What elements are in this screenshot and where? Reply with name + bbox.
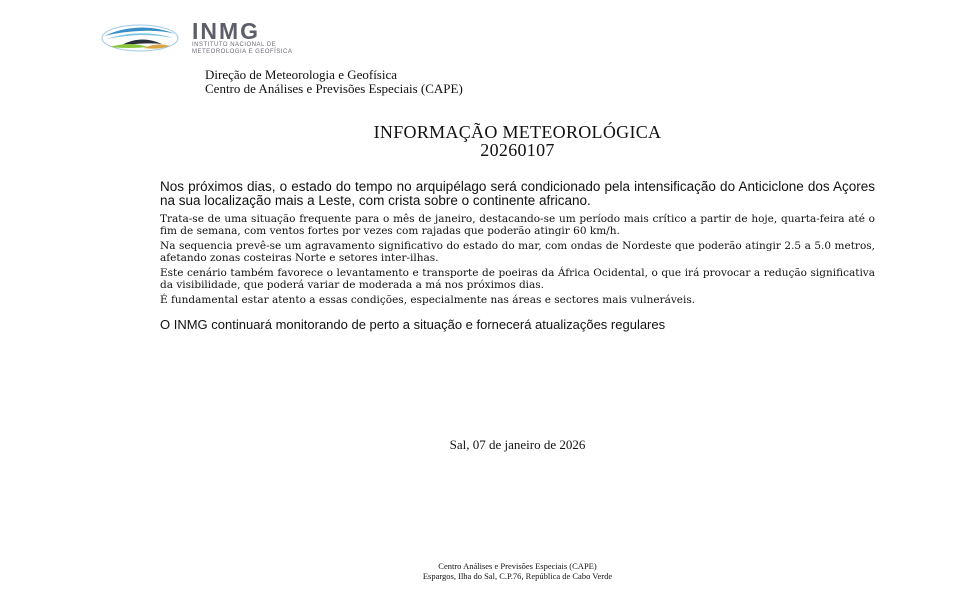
paragraph-wind: Trata-se de uma situação frequente para o mês de janeiro, destacando-se um período mais crítico a partir de hoje, quarta-feira até o fim de semana, com ventos fortes por vezes com rajadas que poderão atingir 60 km/h. [160, 213, 875, 237]
page-footer [0, 561, 960, 581]
title-main: INFORMAÇÃO METEOROLÓGICA [373, 122, 662, 142]
organization-header [205, 68, 463, 96]
directorate-name: Direção de Meteorologia e Geofísica [205, 67, 398, 82]
footer-line2: Espargos, Ilha do Sal, C.P.76, República de Cabo Verde [422, 571, 613, 581]
lead-paragraph: Nos próximos dias, o estado do tempo no arquipélago será condicionado pela intensificação do Anticiclone dos Açores na sua localização mais a Leste, com crista sobre o continente africano. [160, 179, 875, 208]
inmg-logo [100, 20, 292, 56]
closing-statement: O INMG continuará monitorando de perto a situação e fornecerá atualizações regulares [160, 317, 666, 332]
footer-line1: Centro Análises e Previsões Especiais (CAPE) [438, 561, 597, 571]
bulletin-body [160, 180, 875, 332]
paragraph-dust: Este cenário também favorece o levantamento e transporte de poeiras da África Ocidental, o que irá provocar a redução significativa da visibilidade, que poderá variar de moderada a má nos próximos dias. [160, 267, 875, 291]
document-title [0, 123, 960, 159]
centre-name: Centro de Análises e Previsões Especiais (CAPE) [205, 81, 463, 96]
title-code: 20260107 [480, 140, 555, 160]
logo-name: INMG [192, 18, 261, 44]
logo-subtitle-line1: INSTITUTO NACIONAL DE [192, 42, 277, 48]
logo-subtitle-line2: METEOROLOGIA E GEOFÍSICA [192, 49, 293, 55]
paragraph-warning: É fundamental estar atento a essas condições, especialmente nas áreas e sectores mais vulneráveis. [160, 294, 696, 306]
issue-date: Sal, 07 de janeiro de 2026 [449, 437, 586, 452]
inmg-emblem-icon [100, 22, 180, 54]
paragraph-sea-state: Na sequencia prevê-se um agravamento significativo do estado do mar, com ondas de Nordeste que poderão atingir 2.5 a 5.0 metros, afetando zonas costeiras Norte e setores inter-ilhas. [160, 240, 875, 264]
